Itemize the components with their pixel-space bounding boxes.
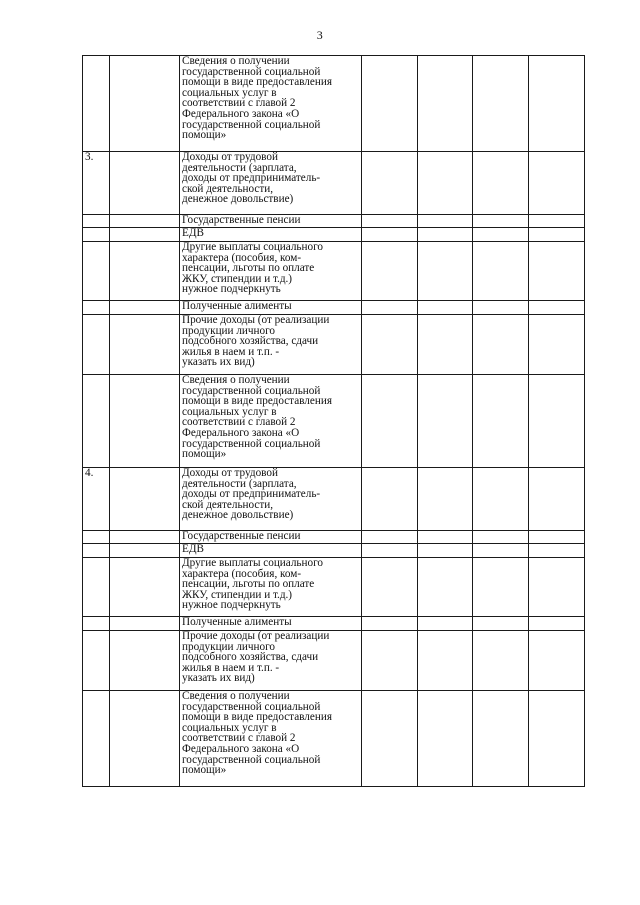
empty-cell [110,558,180,617]
table-row [83,242,585,301]
empty-cell [110,468,180,531]
empty-cell [110,215,180,228]
income-type-label: Прочие доходы (от реализации продукции личного подсобного хозяйства, сдачи жилья в наем и т.п. - указать их вид) [180,315,362,375]
value-cell [418,215,473,228]
value-cell [362,375,418,468]
value-cell [362,558,418,617]
value-cell [418,375,473,468]
income-type-label: Прочие доходы (от реализации продукции личного подсобного хозяйства, сдачи жилья в наем и т.п. - указать их вид) [180,631,362,691]
empty-cell [110,631,180,691]
empty-cell [110,228,180,242]
row-number [83,301,110,315]
value-cell [529,56,585,152]
value-cell [473,56,529,152]
row-number [83,631,110,691]
empty-cell [110,56,180,152]
income-type-label: ЕДВ [180,544,362,558]
empty-cell [110,301,180,315]
value-cell [362,152,418,215]
row-number [83,558,110,617]
value-cell [529,631,585,691]
value-cell [529,315,585,375]
value-cell [473,228,529,242]
value-cell [362,617,418,631]
value-cell [473,215,529,228]
empty-cell [110,242,180,301]
value-cell [418,531,473,544]
value-cell [473,315,529,375]
income-type-label: Другие выплаты социального характера (пособия, ком- пенсации, льготы по оплате ЖКУ, стипендии и т.д.) нужное подчеркнуть [180,242,362,301]
table-row [83,631,585,691]
value-cell [362,56,418,152]
income-type-label: Сведения о получении государственной социальной помощи в виде предоставления социальных услуг в соответствии с главой 2 Федерального закона «О государственной социальной помощи» [180,691,362,787]
table-row [83,301,585,315]
value-cell [362,531,418,544]
income-type-label: Доходы от трудовой деятельности (зарплата, доходы от предприниматель- ской деятельности, денежное довольствие) [180,152,362,215]
value-cell [418,544,473,558]
empty-cell [110,315,180,375]
row-number [83,228,110,242]
table-row [83,558,585,617]
value-cell [473,691,529,787]
empty-cell [110,617,180,631]
row-number [83,617,110,631]
value-cell [473,617,529,631]
income-type-label: Доходы от трудовой деятельности (зарплата, доходы от предприниматель- ской деятельности, денежное довольствие) [180,468,362,531]
row-number [83,242,110,301]
row-number [83,531,110,544]
value-cell [418,617,473,631]
table-row [83,152,585,215]
table-row [83,544,585,558]
value-cell [529,558,585,617]
value-cell [418,152,473,215]
row-number [83,375,110,468]
row-number: 3. [83,152,110,215]
value-cell [362,631,418,691]
value-cell [529,301,585,315]
value-cell [418,468,473,531]
empty-cell [110,691,180,787]
value-cell [529,228,585,242]
value-cell [529,242,585,301]
table-row [83,691,585,787]
value-cell [362,301,418,315]
value-cell [529,544,585,558]
value-cell [473,631,529,691]
value-cell [418,56,473,152]
income-type-label: Полученные алименты [180,617,362,631]
value-cell [418,691,473,787]
row-number [83,215,110,228]
table-row [83,215,585,228]
value-cell [529,468,585,531]
value-cell [529,375,585,468]
row-number [83,544,110,558]
value-cell [529,152,585,215]
value-cell [473,301,529,315]
value-cell [418,228,473,242]
empty-cell [110,544,180,558]
value-cell [473,152,529,215]
income-type-label: Государственные пенсии [180,531,362,544]
income-table [82,55,585,787]
income-type-label: Другие выплаты социального характера (пособия, ком- пенсации, льготы по оплате ЖКУ, стипендии и т.д.) нужное подчеркнуть [180,558,362,617]
table-row [83,228,585,242]
value-cell [362,228,418,242]
table-row [83,315,585,375]
value-cell [529,691,585,787]
value-cell [418,242,473,301]
value-cell [473,242,529,301]
value-cell [473,558,529,617]
value-cell [418,315,473,375]
value-cell [362,544,418,558]
table-row [83,531,585,544]
income-type-label: Полученные алименты [180,301,362,315]
income-type-label: Сведения о получении государственной социальной помощи в виде предоставления социальных услуг в соответствии с главой 2 Федерального закона «О государственной социальной помощи» [180,375,362,468]
empty-cell [110,152,180,215]
value-cell [418,558,473,617]
empty-cell [110,531,180,544]
value-cell [362,468,418,531]
value-cell [418,301,473,315]
page-number: 3 [316,28,324,42]
row-number [83,691,110,787]
table-row [83,468,585,531]
value-cell [473,375,529,468]
value-cell [362,242,418,301]
row-number: 4. [83,468,110,531]
income-type-label: ЕДВ [180,228,362,242]
income-type-label: Государственные пенсии [180,215,362,228]
value-cell [473,544,529,558]
value-cell [529,617,585,631]
income-type-label: Сведения о получении государственной социальной помощи в виде предоставления социальных услуг в соответствии с главой 2 Федерального закона «О государственной социальной помощи» [180,56,362,152]
table-row [83,617,585,631]
table-row [83,375,585,468]
row-number [83,56,110,152]
empty-cell [110,375,180,468]
value-cell [473,531,529,544]
table-body [83,56,585,787]
value-cell [362,215,418,228]
table-row [83,56,585,152]
row-number [83,315,110,375]
value-cell [362,691,418,787]
value-cell [418,631,473,691]
value-cell [473,468,529,531]
value-cell [362,315,418,375]
value-cell [529,531,585,544]
value-cell [529,215,585,228]
